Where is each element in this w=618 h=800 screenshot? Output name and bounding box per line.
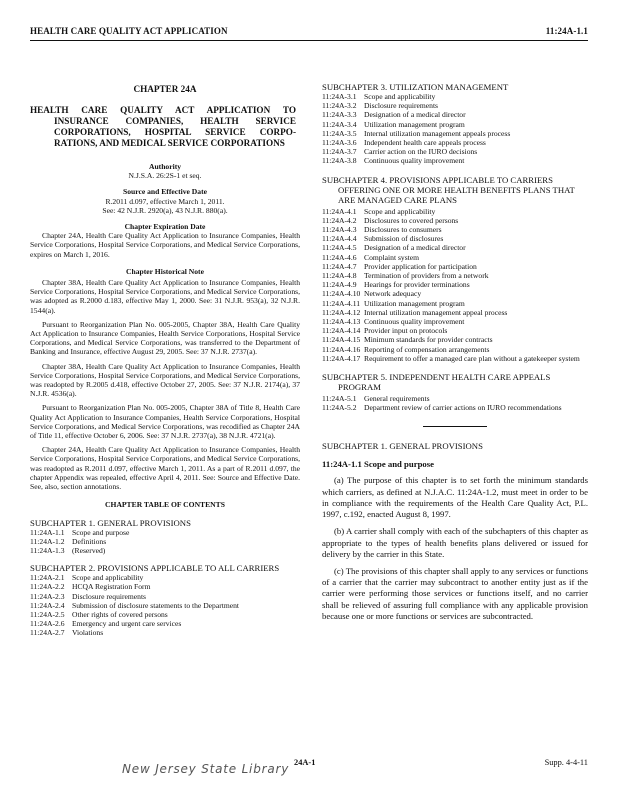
- toc-number: 11:24A-5.2: [322, 403, 357, 413]
- toc-title: Submission of disclosures: [364, 234, 444, 244]
- toc-entry: [30, 537, 300, 546]
- toc-title: General requirements: [364, 394, 430, 404]
- running-header: [30, 22, 588, 41]
- historical-note-paragraph: Chapter 24A, Health Care Quality Act Application to Insurance Companies, Health Service Corporations, Hospital Service Corporations, and Medical Service Corporations, was readopted as R.2011 d.097, effective March 1, 2011. As a part of R.2011 d.097, the chapter Appendix was repealed, effective April 4, 2011. See: Source and Effective Date. See, also, section annotations.: [30, 445, 300, 492]
- toc-entry: [322, 326, 588, 335]
- toc-entry: [322, 92, 588, 101]
- toc-title: Designation of a medical director: [364, 110, 466, 120]
- subchapter-2-heading: SUBCHAPTER 2. PROVISIONS APPLICABLE TO ALL CARRIERS: [30, 563, 280, 574]
- toc-entry: [322, 147, 588, 156]
- toc-entry: [322, 403, 588, 412]
- library-stamp: New Jersey State Library: [122, 762, 290, 776]
- toc-entry: [322, 289, 588, 298]
- toc-number: 11:24A-4.14: [322, 326, 361, 336]
- toc-title: Provider input on protocols: [364, 326, 448, 336]
- page-number: 24A-1: [294, 758, 316, 767]
- toc-title: Disclosures to covered persons: [364, 215, 459, 225]
- toc-entry: [322, 216, 588, 225]
- paragraph-b: (b) A carrier shall comply with each of the subchapters of this chapter as appropriate to the types of health benefits plans delivered or issued for delivery by the carrier in this State.: [322, 526, 588, 559]
- toc-entry: [322, 345, 588, 354]
- toc-title: Disclosure requirements: [72, 591, 147, 601]
- toc-title: Scope and applicability: [72, 573, 144, 583]
- toc-title: Utilization management program: [364, 119, 465, 129]
- header-title: HEALTH CARE QUALITY ACT APPLICATION: [30, 26, 228, 36]
- toc-entry: [30, 582, 300, 591]
- header-section-number: 11:24A-1.1: [545, 26, 588, 36]
- toc-number: 11:24A-2.4: [30, 600, 65, 610]
- toc-title: Minimum standards for provider contracts: [364, 335, 493, 345]
- toc-entry: [322, 317, 588, 326]
- toc-entry: [30, 610, 300, 619]
- toc-entry: [322, 120, 588, 129]
- toc-entry: [30, 592, 300, 601]
- toc-entry: [322, 243, 588, 252]
- toc-number: 11:24A-3.4: [322, 119, 357, 129]
- toc-number: 11:24A-4.10: [322, 289, 361, 299]
- toc-number: 11:24A-1.3: [30, 545, 65, 555]
- toc-entry: [322, 253, 588, 262]
- toc-entry: [30, 573, 300, 582]
- paragraph-a: (a) The purpose of this chapter is to set forth the minimum standards which carriers, as defined at N.J.A.C. 11:24A-1.2, must meet in order to be in compliance with the requirements of the Health Care Quality Act, P.L. 1997, c.192, enacted August 8, 1997.: [322, 475, 588, 520]
- toc-number: 11:24A-3.3: [322, 110, 357, 120]
- subchapter-3-heading: SUBCHAPTER 3. UTILIZATION MANAGEMENT: [322, 82, 509, 92]
- toc-entry: [322, 299, 588, 308]
- authority-text: N.J.S.A. 26:2S-1 et seq.: [128, 171, 202, 181]
- toc-number: 11:24A-3.2: [322, 101, 357, 111]
- toc-title: Scope and purpose: [72, 527, 130, 537]
- toc-title: Other rights of covered persons: [72, 609, 168, 619]
- source-heading: Source and Effective Date: [122, 187, 207, 197]
- toc-title: Department review of carrier actions on IURO recommendations: [364, 403, 562, 413]
- toc-title: Complaint system: [364, 252, 420, 262]
- historical-note-paragraph: Chapter 38A, Health Care Quality Act Application to Insurance Companies, Health Service Corporations, Hospital Service Corporations, and Medical Service Corporations, was adopted as R.2000 d.183, effective May 1, 2000. See: 31 N.J.R. 953(a), 32 N.J.R. 1544(a).: [30, 278, 300, 315]
- subchapter-4-heading: SUBCHAPTER 4. PROVISIONS APPLICABLE TO CARRIERS OFFERING ONE OR MORE HEALTH BENEFITS PLANS THAT ARE MANAGED CARE PLANS: [322, 174, 575, 205]
- toc-title: Scope and applicability: [364, 206, 436, 216]
- toc-entry: [322, 138, 588, 147]
- toc-entry: [322, 262, 588, 271]
- historical-note-paragraph: Pursuant to Reorganization Plan No. 005-2005, Chapter 38A of Title 8, Health Care Quality Act Application to Insurance Companies, Health Service Corporations, Hospital Service Corporations, and Medical Service Corporations, was recodified as Chapter 24A of Title 11, effective October 6, 2006. See: 37 N.J.R. 2737(a), 38 N.J.R. 4721(a).: [30, 403, 300, 441]
- toc-title: Hearings for provider terminations: [364, 280, 470, 290]
- toc-number: 11:24A-1.1: [30, 527, 65, 537]
- toc-title: Carrier action on the IURO decisions: [364, 147, 478, 157]
- section-heading: 11:24A-1.1 Scope and purpose: [322, 459, 434, 470]
- chapter-number: CHAPTER 24A: [133, 84, 197, 94]
- toc-number: 11:24A-2.3: [30, 591, 65, 601]
- toc-number: 11:24A-2.2: [30, 582, 65, 592]
- toc-number: 11:24A-3.8: [322, 156, 357, 166]
- toc-entry: [322, 271, 588, 280]
- toc-number: 11:24A-2.1: [30, 573, 65, 583]
- paragraph-c: (c) The provisions of this chapter shall apply to any services or functions of a carrier that the carrier may subcontract to another entity just as if the carrier were performing those services or functions itself, and no carrier shall be relieved of assuring full compliance with any applicable provision because one or more functions or services are subcontracted.: [322, 565, 588, 621]
- toc-entry: [322, 335, 588, 344]
- toc-entry: [322, 110, 588, 119]
- toc-number: 11:24A-2.7: [30, 628, 65, 638]
- toc-entry: [30, 601, 300, 610]
- toc-title: Submission of disclosure statements to the Department: [72, 600, 240, 610]
- historical-note-paragraph: Chapter 38A, Health Care Quality Act Application to Insurance Companies, Health Service Corporations, Hospital Service Corporations, and Medical Service Corporations, was readopted by R.2005 d.418, effective October 27, 2005. See: 37 N.J.R. 2174(a), 37 N.J.R. 4536(a).: [30, 361, 300, 399]
- toc-number: 11:24A-4.15: [322, 335, 361, 345]
- toc-number: 11:24A-4.7: [322, 261, 357, 271]
- toc-number: 11:24A-4.17: [322, 353, 361, 363]
- toc-title: Violations: [72, 628, 104, 638]
- toc-number: 11:24A-4.11: [322, 298, 361, 308]
- toc-number: 11:24A-4.16: [322, 344, 361, 354]
- toc-title: Internal utilization management appeals process: [364, 128, 511, 138]
- toc-number: 11:24A-3.5: [322, 128, 357, 138]
- toc-title: Independent health care appeals process: [364, 138, 486, 148]
- toc-number: 11:24A-4.1: [322, 206, 357, 216]
- toc-entry: [322, 308, 588, 317]
- toc-number: 11:24A-4.2: [322, 215, 357, 225]
- toc-title: Definitions: [72, 536, 107, 546]
- expiration-text: Chapter 24A, Health Care Quality Act Application to Insurance Companies, Health Service Corporations, Hospital Service Corporations, and Medical Service Corporations, expires on March 1, 2016.: [30, 231, 300, 259]
- toc-number: 11:24A-4.9: [322, 280, 357, 290]
- toc-entry: [30, 628, 300, 637]
- toc-number: 11:24A-2.6: [30, 619, 65, 629]
- toc-entry: [322, 156, 588, 165]
- toc-number: 11:24A-4.6: [322, 252, 357, 262]
- authority-heading: Authority: [148, 162, 182, 171]
- historical-note-paragraph: Pursuant to Reorganization Plan No. 005-2005, Chapter 38A, Health Care Quality Act Application to Insurance Companies, Health Service Corporations, Hospital Service Corporations, and Medical Service Corporations, was transferred to the Department of Banking and Insurance, effective August 29, 2005. See: 37 N.J.R. 2737(a).: [30, 319, 300, 357]
- source-line-1: R.2011 d.097, effective March 1, 2011.: [105, 196, 225, 206]
- toc-entry: [322, 354, 588, 363]
- toc-number: 11:24A-3.1: [322, 92, 357, 101]
- expiration-heading: Chapter Expiration Date: [124, 222, 206, 232]
- toc-number: 11:24A-5.1: [322, 394, 357, 404]
- toc-heading: CHAPTER TABLE OF CONTENTS: [105, 500, 225, 510]
- toc-number: 11:24A-4.4: [322, 234, 357, 244]
- subchapter-5-heading: SUBCHAPTER 5. INDEPENDENT HEALTH CARE APPEALS PROGRAM: [322, 372, 551, 393]
- toc-entry: [322, 234, 588, 243]
- source-line-2: See: 42 N.J.R. 2920(a), 43 N.J.R. 880(a).: [102, 205, 228, 215]
- toc-entry: [322, 225, 588, 234]
- toc-number: 11:24A-4.3: [322, 225, 357, 235]
- toc-title: HCQA Registration Form: [72, 582, 151, 592]
- toc-title: Utilization management program: [364, 298, 465, 308]
- historical-note-heading: Chapter Historical Note: [126, 266, 204, 276]
- toc-number: 11:24A-3.7: [322, 147, 357, 157]
- toc-entry: [30, 619, 300, 628]
- left-column: [30, 48, 300, 638]
- toc-title: (Reserved): [72, 545, 106, 555]
- toc-title: Scope and applicability: [364, 92, 436, 101]
- toc-entry: [30, 528, 300, 537]
- body-subchapter-heading: SUBCHAPTER 1. GENERAL PROVISIONS: [322, 441, 483, 452]
- toc-number: 11:24A-4.5: [322, 243, 357, 253]
- toc-title: Network adequacy: [364, 289, 422, 299]
- toc-title: Provider application for participation: [364, 261, 477, 271]
- toc-entry: [30, 546, 300, 555]
- toc-number: 11:24A-4.12: [322, 307, 361, 317]
- toc-entry: [322, 101, 588, 110]
- toc-title: Continuous quality improvement: [364, 317, 465, 327]
- toc-number: 11:24A-1.2: [30, 536, 65, 546]
- toc-title: Disclosure requirements: [364, 101, 439, 111]
- toc-title: Disclosures to consumers: [364, 225, 442, 235]
- toc-title: Emergency and urgent care services: [72, 619, 182, 629]
- toc-number: 11:24A-3.6: [322, 138, 357, 148]
- toc-number: 11:24A-4.8: [322, 271, 357, 281]
- toc-number: 11:24A-2.5: [30, 609, 65, 619]
- right-column: [322, 48, 588, 622]
- toc-entry: [322, 394, 588, 403]
- toc-entry: [322, 207, 588, 216]
- toc-title: Reporting of compensation arrangements: [364, 344, 490, 354]
- toc-title: Designation of a medical director: [364, 243, 466, 253]
- toc-title: Requirement to offer a managed care plan without a gatekeeper system: [364, 353, 580, 363]
- toc-title: Termination of providers from a network: [364, 271, 489, 281]
- subchapter-1-heading: SUBCHAPTER 1. GENERAL PROVISIONS: [30, 517, 191, 528]
- toc-title: Internal utilization management appeal process: [364, 307, 508, 317]
- toc-entry: [322, 280, 588, 289]
- toc-title: Continuous quality improvement: [364, 156, 465, 166]
- supplement-date: Supp. 4-4-11: [544, 758, 588, 767]
- chapter-title: HEALTH CARE QUALITY ACT APPLICATION TO INSURANCE COMPANIES, HEALTH SERVICE CORPORATIONS, HOSPITAL SERVICE CORPORATIONS, AND MEDICAL SERVICE CORPORATIONS: [30, 105, 296, 148]
- toc-entry: [322, 129, 588, 138]
- toc-number: 11:24A-4.13: [322, 317, 361, 327]
